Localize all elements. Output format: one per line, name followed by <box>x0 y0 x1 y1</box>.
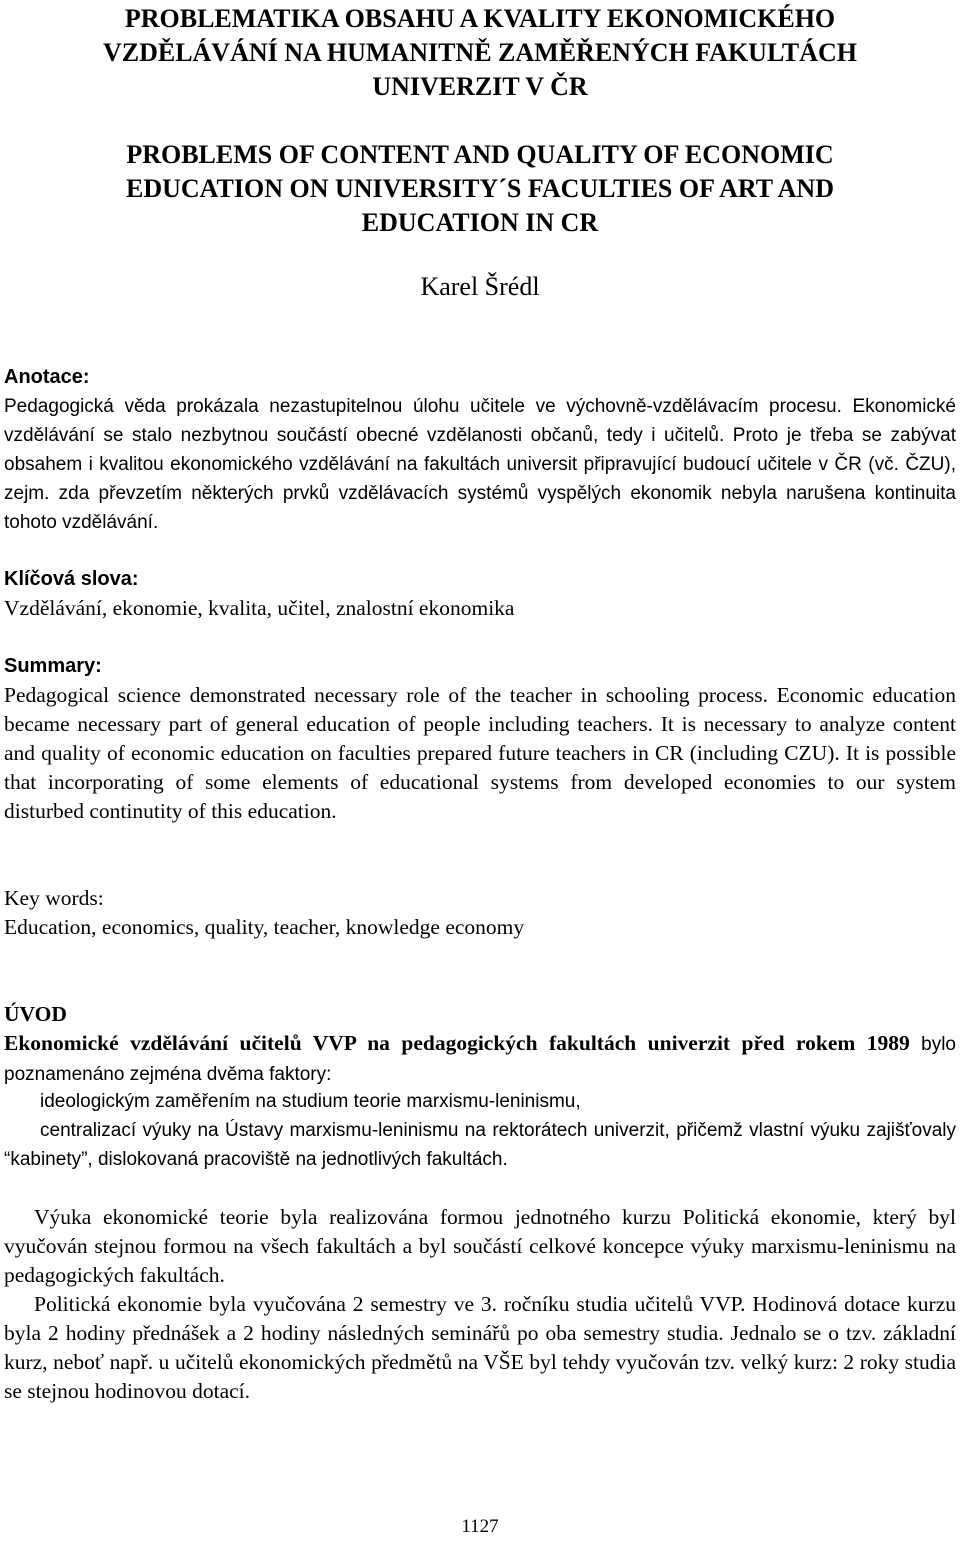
annotation-text: Pedagogická věda prokázala nezastupitelnou úlohu učitele ve výchovně-vzdělávacím procesu. Ekonomické vzdělávání se stalo nezbytnou součástí obecné vzdělanosti občanů, tedy i učitelů. Proto je třeba se zabývat obsahem i kvalitou ekonomického vzdělávání na fakultách universit připravující budoucí učitele v ČR (vč. ČZU), zejm. zda převzetím některých prvků vzdělávacích systémů vyspělých ekonomik nebyla narušena kontinuita tohoto vzdělávání. <box>4 396 956 533</box>
title-english-line-2: EDUCATION ON UNIVERSITY´S FACULTIES OF ART AND <box>126 174 834 203</box>
title-czech-line-3: UNIVERZIT V ČR <box>372 72 588 101</box>
keywords-en-heading: Key words: <box>4 886 104 910</box>
title-czech-line-2: VZDĚLÁVÁNÍ NA HUMANITNĚ ZAMĚŘENÝCH FAKULTÁCH <box>102 38 858 67</box>
annotation-heading: Anotace: <box>4 366 90 388</box>
intro-lead-rest: bylo poznamenáno zejména dvěma faktory: <box>4 1034 957 1085</box>
title-czech-line-1: PROBLEMATIKA OBSAHU A KVALITY EKONOMICKÉHO <box>124 4 836 33</box>
title-english-line-1: PROBLEMS OF CONTENT AND QUALITY OF ECONOMIC <box>126 140 834 169</box>
intro-heading: ÚVOD <box>4 1002 67 1026</box>
keywords-cz-text: Vzdělávání, ekonomie, kvalita, učitel, znalostní ekonomika <box>4 596 515 620</box>
summary-text: Pedagogical science demonstrated necessary role of the teacher in schooling process. Economic education became necessary part of general education of people including teachers. It is necessary to analyze content and quality of economic education on faculties prepared future teachers in CR (including CZU). It is possible that incorporating of some elements of educational systems from developed economies to our system disturbed continutity of this education. <box>4 683 956 823</box>
keywords-en-text: Education, economics, quality, teacher, knowledge economy <box>4 915 525 939</box>
title-english-line-3: EDUCATION IN CR <box>361 208 599 237</box>
summary-heading: Summary: <box>4 655 102 677</box>
intro-paragraph-2: Politická ekonomie byla vyučována 2 semestry ve 3. ročníku studia učitelů VVP. Hodinová dotace kurzu byla 2 hodiny přednášek a 2 hodiny následných seminářů po oba semestry studia. Jednalo se o tzv. základní kurz, neboť např. u učitelů ekonomických předmětů na VŠE byl tehdy vyučován tzv. velký kurz: 2 roky studia se stejnou hodinovou dotací. <box>4 1292 956 1403</box>
intro-lead-paragraph <box>4 1029 956 1089</box>
intro-list-item-1: ideologickým zaměřením na studium teorie marxismu-leninismu, <box>40 1091 581 1112</box>
intro-lead-bold: Ekonomické vzdělávání učitelů VVP na pedagogických fakultách univerzit před rokem 1989 <box>4 1031 910 1055</box>
keywords-cz-heading: Klíčová slova: <box>4 568 139 590</box>
intro-list-item-2: centralizací výuky na Ústavy marxismu-leninismu na rektorátech univerzit, přičemž vlastní výuku zajišťovaly “kabinety”, dislokovaná pracoviště na jednotlivých fakultách. <box>4 1120 956 1170</box>
author-name: Karel Šrédl <box>420 272 540 301</box>
page-number: 1127 <box>461 1516 499 1537</box>
intro-paragraph-1: Výuka ekonomické teorie byla realizována formou jednotného kurzu Politická ekonomie, který byl vyučován stejnou formou na všech fakultách a byl součástí celkové koncepce výuky marxismu-leninismu na pedagogických fakultách. <box>4 1205 956 1287</box>
intro-list <box>4 1087 956 1174</box>
